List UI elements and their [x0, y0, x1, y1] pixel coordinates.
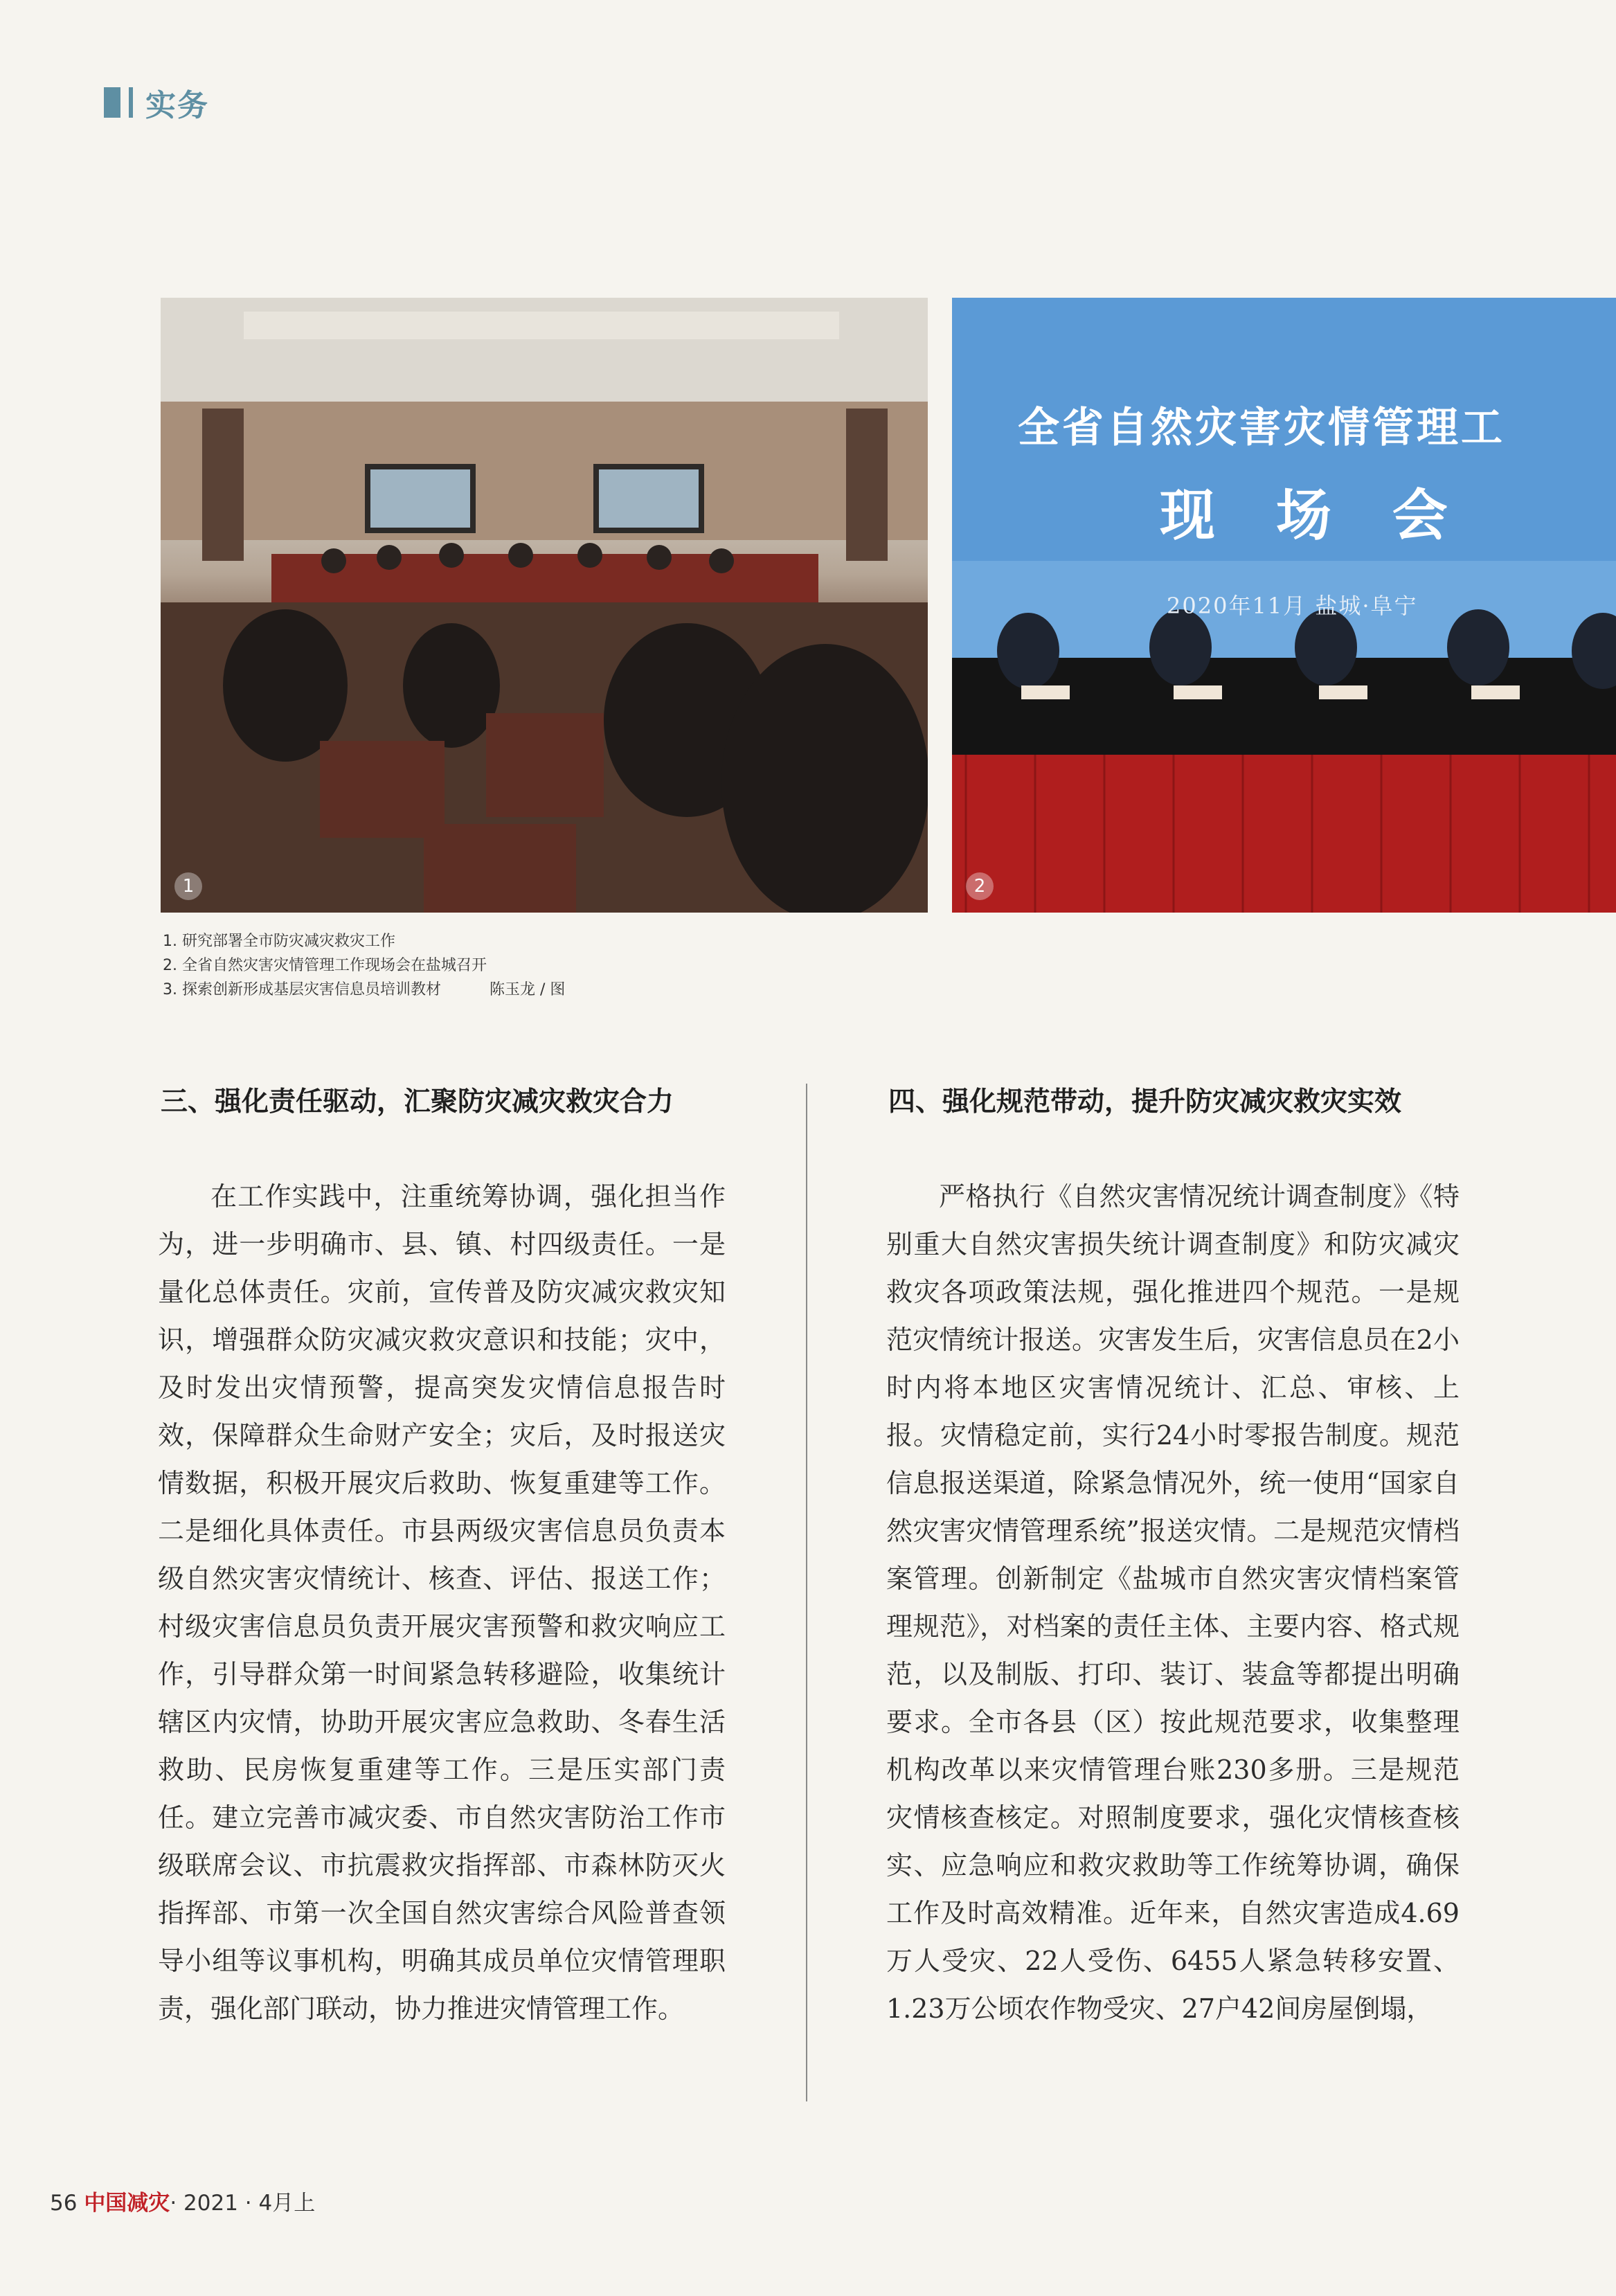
- section-marker-bar: [129, 87, 133, 118]
- caption-text: 3. 探索创新形成基层灾害信息员培训教材: [163, 981, 441, 998]
- photo-number-badge: 2: [966, 872, 994, 900]
- caption-line: 1. 研究部署全市防灾减灾救灾工作: [163, 933, 395, 950]
- body-column-right: [886, 1173, 1460, 2033]
- caption-line: 2. 全省自然灾害灾情管理工作现场会在盐城召开: [163, 957, 487, 974]
- paragraph-section-3: 在工作实践中，注重统筹协调，强化担当作为，进一步明确市、县、镇、村四级责任。一是量化总体责任。灾前，宣传普及防灾减灾救灾知识，增强群众防灾减灾救灾意识和技能；灾中，及时发出灾情预警，提高突发灾情信息报告时效，保障群众生命财产安全；灾后，及时报送灾情数据，积极开展灾后救助、恢复重建等工作。二是细化具体责任。市县两级灾害信息员负责本级自然灾害灾情统计、核查、评估、报送工作；村级灾害信息员负责开展灾害预警和救灾响应工作，引导群众第一时间紧急转移避险，收集统计辖区内灾情，协助开展灾害应急救助、冬春生活救助、民房恢复重建等工作。三是压实部门责任。建立完善市减灾委、市自然灾害防治工作市级联席会议、市抗震救灾指挥部、市森林防灭火指挥部、市第一次全国自然灾害综合风险普查领导小组等议事机构，明确其成员单位灾情管理职责，强化部门联动，协力推进灾情管理工作。: [158, 1181, 726, 2024]
- section-header: [104, 82, 209, 123]
- photo-conference-stage: [952, 298, 1616, 913]
- page-footer: [50, 2185, 315, 2216]
- page-number: 56: [50, 2191, 78, 2216]
- section-title: 实务: [145, 88, 209, 123]
- banner-title: 全省自然灾害灾情管理工: [1018, 404, 1505, 452]
- paragraph-section-4: 严格执行《自然灾害情况统计调查制度》《特别重大自然灾害损失统计调查制度》和防灾减灾救灾各项政策法规，强化推进四个规范。一是规范灾情统计报送。灾害发生后，灾害信息员在2小时内将本地区灾害情况统计、汇总、审核、上报。灾情稳定前，实行24小时零报告制度。规范信息报送渠道，除紧急情况外，统一使用“国家自然灾害灾情管理系统”报送灾情。二是规范灾情档案管理。创新制定《盐城市自然灾害灾情档案管理规范》，对档案的责任主体、主要内容、格式规范，以及制版、打印、装订、装盒等都提出明确要求。全市各县（区）按此规范要求，收集整理机构改革以来灾情管理台账230多册。三是规范灾情核查核定。对照制度要求，强化灾情核查核实、应急响应和救灾救助等工作统筹协调，确保工作及时高效精准。近年来，自然灾害造成4.69万人受灾、22人受伤、6455人紧急转移安置、1.23万公顷农作物受灾、27户42间房屋倒塌，: [886, 1181, 1460, 2024]
- issue-info: · 2021 · 4月上: [170, 2191, 316, 2216]
- photo-meeting-room: [161, 298, 928, 913]
- section-heading-4: 四、强化规范带动，提升防灾减灾救灾实效: [888, 1086, 1402, 1118]
- photo-number-badge: 1: [174, 872, 202, 900]
- photo-credit: 陈玉龙 / 图: [490, 981, 566, 998]
- caption-line: [163, 978, 924, 1002]
- section-heading-3: 三、强化责任驱动，汇聚防灾减灾救灾合力: [161, 1086, 674, 1118]
- body-column-left: [158, 1173, 726, 2033]
- meeting-room-illustration: [161, 298, 928, 913]
- photo-captions: [163, 929, 924, 1002]
- magazine-name: 中国减灾: [84, 2191, 170, 2216]
- column-divider: [806, 1084, 807, 2101]
- banner-date: 2020年11月 盐城·阜宁: [1167, 593, 1418, 619]
- banner-subtitle: 现 场 会: [1160, 483, 1469, 548]
- section-marker-block: [104, 87, 120, 118]
